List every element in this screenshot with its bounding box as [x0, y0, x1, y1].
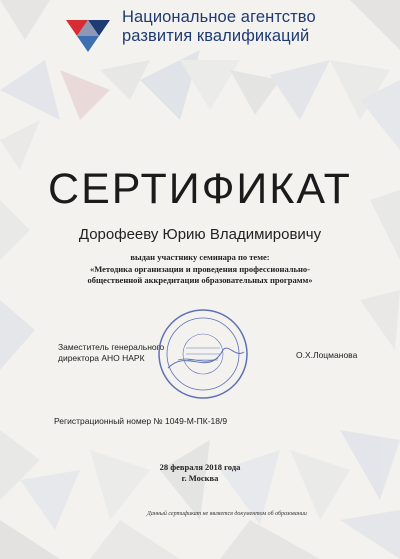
disclaimer-text: Данный сертификат не является документом об образовании	[147, 511, 307, 517]
issued-text: выдан участнику семинара по теме:	[130, 252, 270, 262]
signer-position-line1: Заместитель генерального	[58, 342, 165, 352]
organization-name-line1: Национальное агентство	[122, 8, 316, 26]
signer-position-line2: директора АНО НАРК	[58, 353, 145, 363]
issue-city: г. Москва	[181, 473, 219, 483]
recipient-name: Дорофееву Юрию Владимировичу	[78, 226, 322, 243]
organization-name	[122, 8, 316, 46]
signer-name: О.Х.Лоцманова	[296, 350, 358, 360]
seminar-topic-line2: общественной аккредитации образовательных программ»	[87, 275, 313, 285]
organization-name-line2: развития квалификаций	[122, 27, 310, 45]
registration-number: Регистрационный номер № 1049-М-ПК-18/9	[54, 416, 228, 426]
seminar-topic	[40, 264, 360, 286]
certificate-title: СЕРТИФИКАТ	[48, 165, 352, 213]
official-stamp-icon	[148, 308, 254, 402]
issue-date: 28 февраля 2018 года	[159, 462, 241, 472]
seminar-topic-line1: «Методика организации и проведения профессионально-	[89, 264, 311, 274]
logo-icon	[66, 14, 114, 54]
